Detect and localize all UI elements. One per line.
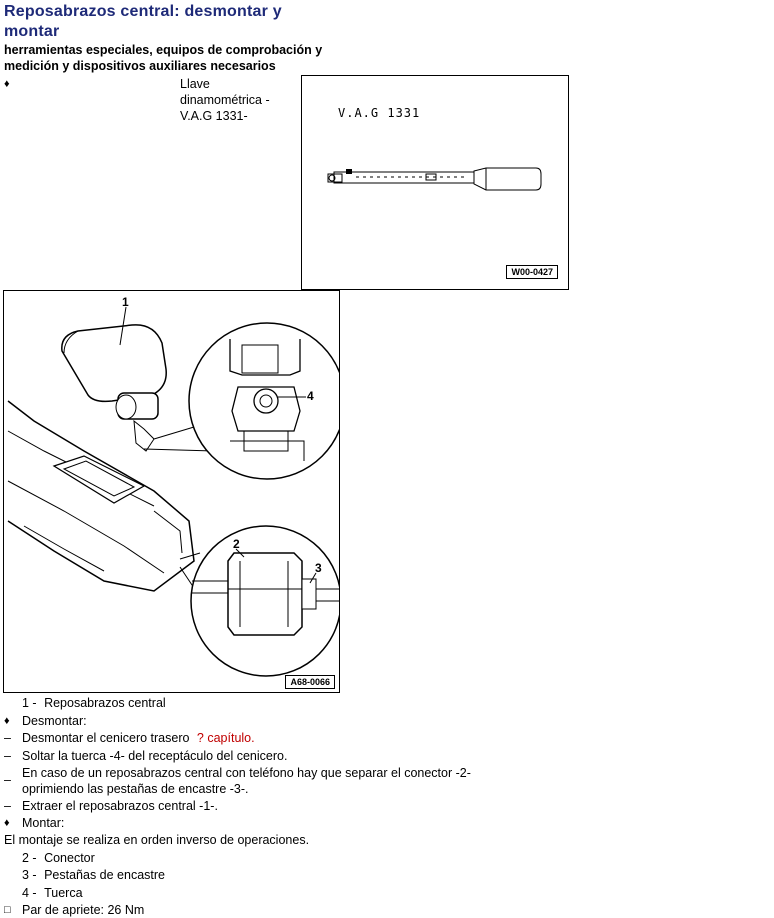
legend-num: 4 - xyxy=(22,886,37,900)
tool-figure xyxy=(301,75,569,290)
figure-code: A68-0066 xyxy=(285,675,335,689)
step-marker: ♦ xyxy=(4,715,10,727)
legend-text: Pestañas de encastre xyxy=(44,868,165,882)
step-marker: – xyxy=(4,799,11,813)
step-text: Soltar la tuerca -4- del receptáculo del cenicero. xyxy=(22,749,288,763)
legend-num: 3 - xyxy=(22,868,37,882)
callout-2: 2 xyxy=(233,537,240,551)
legend-text: Conector xyxy=(44,851,95,865)
legend-text: Reposabrazos central xyxy=(44,696,166,710)
step-marker: – xyxy=(4,731,11,745)
armrest-diagram-drawing xyxy=(4,291,339,692)
page-title: Reposabrazos central: desmontar y montar xyxy=(4,3,282,40)
torque-spec: Par de apriete: 26 Nm xyxy=(22,903,145,917)
step-marker: – xyxy=(4,773,11,787)
step-text: Montar: xyxy=(22,816,65,830)
step-text: Desmontar: xyxy=(22,714,87,728)
torque-wrench-drawing xyxy=(326,164,546,194)
armrest-diagram xyxy=(3,290,340,693)
chapter-link[interactable]: ? capítulo. xyxy=(196,731,255,745)
tool-figure-code: W00-0427 xyxy=(506,265,558,279)
section-subtitle: herramientas especiales, equipos de comprobación y medición y dispositivos auxiliares necesarios xyxy=(4,43,323,73)
step-text xyxy=(22,730,255,746)
callout-3: 3 xyxy=(315,561,322,575)
step-marker: ♦ xyxy=(4,817,10,829)
legend-item xyxy=(22,695,166,711)
tool-figure-label: V.A.G 1331 xyxy=(338,106,421,120)
legend-num: 1 - xyxy=(22,696,37,710)
step-text-main: Desmontar el cenicero trasero xyxy=(22,731,190,745)
legend-item xyxy=(22,850,95,866)
callout-4: 4 xyxy=(307,389,314,403)
legend-num: 2 - xyxy=(22,851,37,865)
step-text: Extraer el reposabrazos central -1-. xyxy=(22,799,218,813)
callout-1: 1 xyxy=(122,295,129,309)
legend-text: Tuerca xyxy=(44,886,83,900)
torque-marker: □ xyxy=(4,904,11,916)
legend-item xyxy=(22,885,83,901)
step-marker: – xyxy=(4,749,11,763)
tool-name: Llave dinamométrica -V.A.G 1331- xyxy=(180,77,270,123)
tool-bullet: ♦ xyxy=(4,78,10,90)
legend-item xyxy=(22,867,165,883)
assembly-note: El montaje se realiza en orden inverso de operaciones. xyxy=(4,833,310,847)
step-text: En caso de un reposabrazos central con teléfono hay que separar el conector -2- oprimiendo las pestañas de encastre -3-. xyxy=(22,766,471,796)
